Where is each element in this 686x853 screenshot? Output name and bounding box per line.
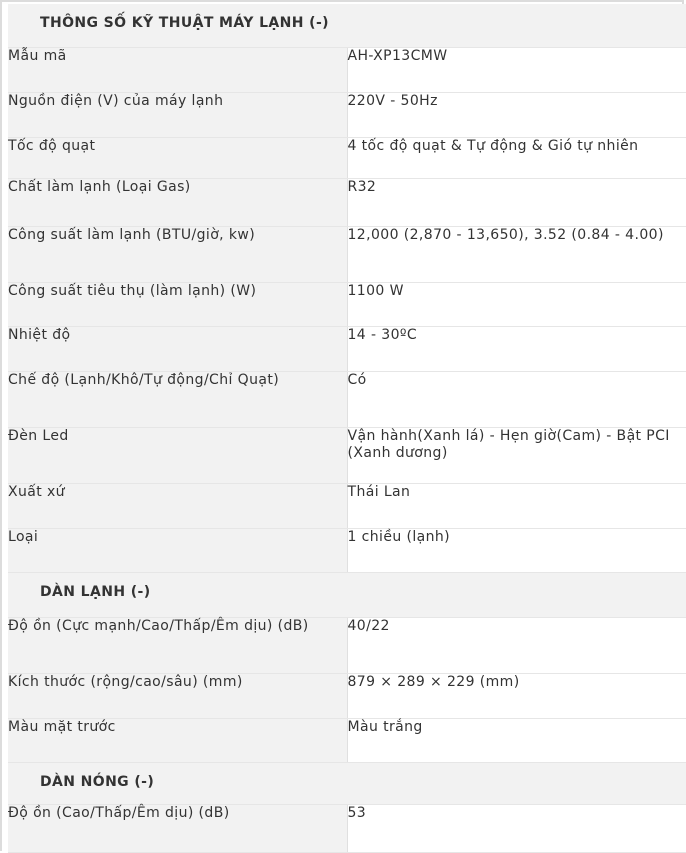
row-label: Tốc độ quạt: [8, 137, 347, 178]
table-row: [8, 47, 686, 92]
table-row: [8, 673, 686, 718]
table-row: [8, 371, 686, 427]
row-label: Chế độ (Lạnh/Khô/Tự động/Chỉ Quạt): [8, 371, 347, 427]
row-label: Công suất làm lạnh (BTU/giờ, kw): [8, 226, 347, 282]
row-value: 4 tốc độ quạt & Tự động & Gió tự nhiên: [347, 137, 686, 178]
row-label: Chất làm lạnh (Loại Gas): [8, 178, 347, 226]
row-value: R32: [347, 178, 686, 226]
section-header-outdoor-unit[interactable]: [8, 762, 686, 804]
section-header-indoor-unit[interactable]: [8, 572, 686, 617]
table-row: [8, 617, 686, 673]
row-label: Mẫu mã: [8, 47, 347, 92]
table-row: [8, 427, 686, 483]
table-row: [8, 92, 686, 137]
table-row: [8, 326, 686, 371]
row-value: Có: [347, 371, 686, 427]
row-label: Công suất tiêu thụ (làm lạnh) (W): [8, 282, 347, 326]
row-label: Đèn Led: [8, 427, 347, 483]
row-value: Màu trắng: [347, 718, 686, 762]
table-row: [8, 137, 686, 178]
table-row: [8, 718, 686, 762]
table-row: [8, 178, 686, 226]
row-label: Độ ồn (Cao/Thấp/Êm dịu) (dB): [8, 804, 347, 852]
row-label: Loại: [8, 528, 347, 572]
row-label: Màu mặt trước: [8, 718, 347, 762]
row-value: Vận hành(Xanh lá) - Hẹn giờ(Cam) - Bật PCI (Xanh dương): [347, 427, 686, 483]
row-value: AH-XP13CMW: [347, 47, 686, 92]
section-title: THÔNG SỐ KỸ THUẬT MÁY LẠNH (-): [8, 4, 686, 47]
row-label: Nguồn điện (V) của máy lạnh: [8, 92, 347, 137]
row-value: 879 × 289 × 229 (mm): [347, 673, 686, 718]
section-title: DÀN LẠNH (-): [8, 572, 686, 617]
row-value: 12,000 (2,870 - 13,650), 3.52 (0.84 - 4.00): [347, 226, 686, 282]
table-row: [8, 226, 686, 282]
section-header-specs[interactable]: [8, 4, 686, 47]
row-label: Xuất xứ: [8, 483, 347, 528]
row-value: 1100 W: [347, 282, 686, 326]
row-value: 220V - 50Hz: [347, 92, 686, 137]
section-title: DÀN NÓNG (-): [8, 762, 686, 804]
row-label: Nhiệt độ: [8, 326, 347, 371]
row-value: 40/22: [347, 617, 686, 673]
table-row: [8, 804, 686, 852]
row-label: Kích thước (rộng/cao/sâu) (mm): [8, 673, 347, 718]
row-value: 53: [347, 804, 686, 852]
row-value: 1 chiều (lạnh): [347, 528, 686, 572]
row-value: Thái Lan: [347, 483, 686, 528]
row-value: 14 - 30ºC: [347, 326, 686, 371]
row-label: Độ ồn (Cực mạnh/Cao/Thấp/Êm dịu) (dB): [8, 617, 347, 673]
spec-table: [8, 4, 686, 853]
table-row: [8, 483, 686, 528]
table-row: [8, 528, 686, 572]
table-row: [8, 282, 686, 326]
